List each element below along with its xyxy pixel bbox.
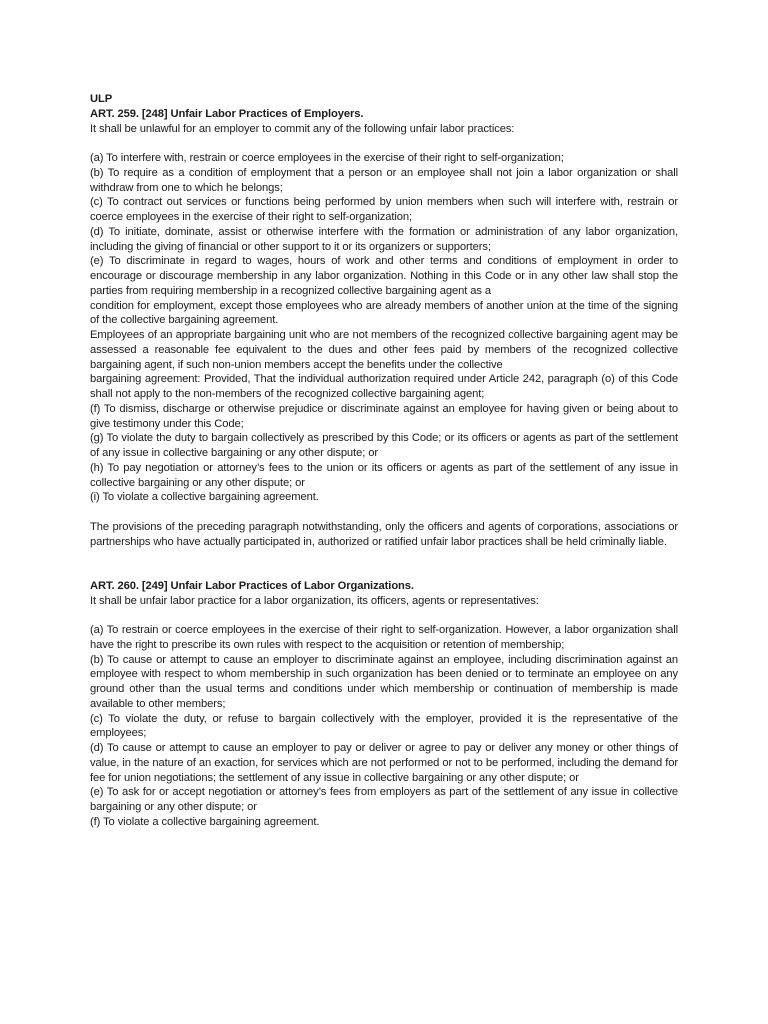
- article-259-item-c: (c) To contract out services or functions being performed by union members when such will interfere with, restrain or coerce employees in the exercise of their right to self-organization;: [90, 196, 678, 223]
- article-260-item-e: (e) To ask for or accept negotiation or attorney’s fees from employers as part of the settlement of any issue in collective bargaining or any other dispute; or: [90, 786, 678, 813]
- article-260: [90, 579, 678, 830]
- article-259: [90, 107, 678, 550]
- spacer: [90, 505, 678, 520]
- document-label: ULP: [90, 93, 113, 105]
- article-260-item-b: (b) To cause or attempt to cause an employer to discriminate against an employee, including discrimination against an employee with respect to whom membership in such organization has been denied or to terminate an employee on any ground other than the usual terms and conditions under which membership or continuation of membership is made available to other members;: [90, 653, 678, 710]
- spacer: [90, 549, 678, 579]
- article-259-intro: It shall be unlawful for an employer to commit any of the following unfair labor practices:: [90, 122, 515, 135]
- article-260-item-c: (c) To violate the duty, or refuse to bargain collectively with the employer, provided it is the representative of the employees;: [90, 712, 678, 740]
- article-260-item-d: (d) To cause or attempt to cause an employer to pay or deliver or agree to pay or deliver any money or other things of value, in the nature of an exaction, for services which are not performed or not to be performed, including the demand for fee for union negotiations; the settlement of any issue in collective bargaining or any other dispute; or: [90, 742, 678, 784]
- spacer: [90, 136, 678, 151]
- article-259-item-f: (f) To dismiss, discharge or otherwise prejudice or discriminate against an employee for having given or being about to give testimony under this Code;: [90, 402, 678, 430]
- article-260-item-a: (a) To restrain or coerce employees in the exercise of their right to self-organization. However, a labor organization shall have the right to prescribe its own rules with respect to the acquisition or retention of membership;: [90, 624, 678, 651]
- article-260-title: ART. 260. [249] Unfair Labor Practices of Labor Organizations.: [90, 579, 414, 592]
- article-259-item-i: (i) To violate a collective bargaining agreement.: [90, 491, 319, 504]
- article-259-title: ART. 259. [248] Unfair Labor Practices of Employers.: [90, 107, 364, 120]
- article-260-item-f: (f) To violate a collective bargaining agreement.: [90, 815, 320, 828]
- article-259-item-e: (e) To discriminate in regard to wages, hours of work and other terms and conditions of employment in order to encourage or discourage membership in any labor organization. Nothing in this Code or in any other law shall stop the parties from requiring membership in a recognized collective bargaining agent as a: [90, 255, 678, 297]
- article-259-item-e-continued: condition for employment, except those employees who are already members of another union at the time of the signing of the collective bargaining agreement.: [90, 299, 678, 327]
- document-page: [90, 92, 678, 830]
- spacer: [90, 608, 678, 623]
- article-259-item-e-proviso: bargaining agreement: Provided, That the individual authorization required under Article 242, paragraph (o) of this Code shall not apply to the non-members of the recognized collective bargaining agent;: [90, 373, 678, 400]
- article-259-item-g: (g) To violate the duty to bargain collectively as prescribed by this Code; or its officers or agents as part of the settlement of any issue in collective bargaining or any other dispute; or: [90, 432, 678, 459]
- article-259-closing: The provisions of the preceding paragraph notwithstanding, only the officers and agents of corporations, associations or partnerships who have actually participated in, authorized or ratified unfair labor practices shall be held criminally liable.: [90, 520, 678, 548]
- article-259-item-d: (d) To initiate, dominate, assist or otherwise interfere with the formation or administration of any labor organization, including the giving of financial or other support to it or its organizers or supporters;: [90, 225, 678, 253]
- article-259-item-b: (b) To require as a condition of employment that a person or an employee shall not join a labor organization or shall withdraw from one to which he belongs;: [90, 166, 678, 194]
- article-259-item-e-fees: Employees of an appropriate bargaining unit who are not members of the recognized collective bargaining agent may be assessed a reasonable fee equivalent to the dues and other fees paid by members of the recognized collective bargaining agent, if such non-union members accept the benefits under the collective: [90, 329, 678, 371]
- article-259-item-a: (a) To interfere with, restrain or coerce employees in the exercise of their right to self-organization;: [90, 152, 564, 164]
- article-259-item-h: (h) To pay negotiation or attorney’s fees to the union or its officers or agents as part of the settlement of any issue in collective bargaining or any other dispute; or: [90, 461, 678, 489]
- article-260-intro: It shall be unfair labor practice for a labor organization, its officers, agents or representatives:: [90, 594, 539, 607]
